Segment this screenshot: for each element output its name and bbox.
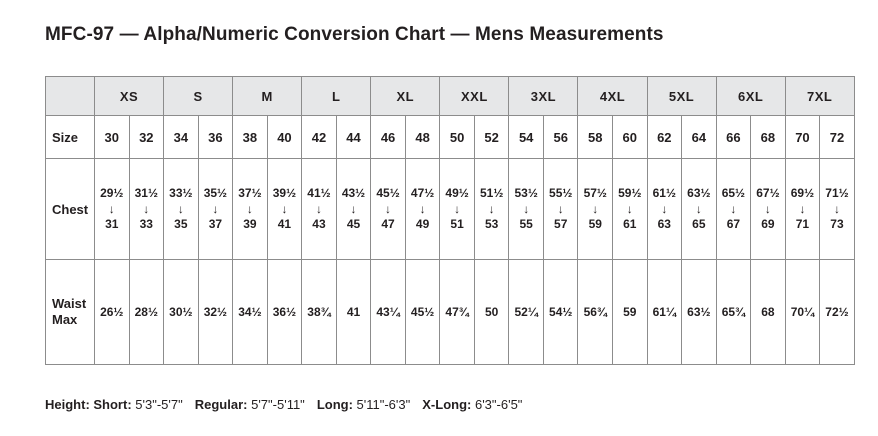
alpha-size-cell: XL [371,77,440,116]
chest-range [371,185,405,233]
chest-to-value: 69 [761,217,775,231]
numeric-size-cell: 62 [647,116,682,159]
chest-to-value: 39 [243,217,257,231]
alpha-size-cell: 6XL [716,77,785,116]
chart-title: MFC-97 — Alpha/Numeric Conversion Chart — Mens Measurements [45,24,664,45]
chest-to-value: 71 [795,217,810,231]
waist-max-cell: 26½ [95,260,130,365]
arrow-down-icon: ↓ [350,202,357,216]
chest-to-value: 63 [657,217,671,231]
chest-to-value: 53 [484,217,499,231]
arrow-down-icon: ↓ [281,202,288,216]
chest-range [509,185,543,233]
chest-range-cell [578,159,613,260]
arrow-down-icon: ↓ [764,202,771,216]
chest-from-value: 55½ [549,186,573,200]
waist-max-cell: 63½ [682,260,717,365]
chest-range-cell [613,159,648,260]
arrow-down-icon: ↓ [661,202,668,216]
arrow-down-icon: ↓ [626,202,633,216]
numeric-size-cell: 52 [474,116,509,159]
numeric-size-cell: 58 [578,116,613,159]
arrow-down-icon: ↓ [246,202,253,216]
chest-range-cell [233,159,268,260]
waist-label-text: Waist Max [52,296,87,327]
height-legend [45,397,534,412]
chest-to-value: 67 [726,217,741,231]
chest-range [648,185,682,233]
chest-range [302,185,336,233]
waist-max-cell: 38¾ [302,260,337,365]
numeric-size-cell: 30 [95,116,130,159]
chest-from-value: 47½ [410,186,435,200]
chest-range [475,185,509,233]
waist-row [46,260,855,365]
chest-range [130,185,164,233]
arrow-down-icon: ↓ [730,202,737,216]
chest-from-value: 31½ [134,186,158,200]
waist-max-cell: 52¼ [509,260,544,365]
chest-range-cell [336,159,371,260]
numeric-size-cell: 64 [682,116,717,159]
numeric-size-cell: 42 [302,116,337,159]
arrow-down-icon: ↓ [385,202,392,216]
chest-from-value: 45½ [376,186,400,200]
chest-to-value: 57 [554,217,568,231]
numeric-size-cell: 48 [405,116,440,159]
height-category-label: Height: Short: [45,397,132,412]
chest-range [717,185,751,233]
chest-to-value: 33 [139,217,153,231]
waist-max-cell: 47¾ [440,260,475,365]
waist-max-cell: 50 [474,260,509,365]
chest-range-cell [198,159,233,260]
arrow-down-icon: ↓ [143,202,150,216]
alpha-size-cell: L [302,77,371,116]
waist-max-cell: 59 [613,260,648,365]
arrow-down-icon: ↓ [315,202,322,216]
numeric-size-cell: 66 [716,116,751,159]
numeric-size-cell: 60 [613,116,648,159]
chest-to-value: 31 [105,217,119,231]
chest-range-cell [751,159,786,260]
numeric-size-row [46,116,855,159]
numeric-size-cell: 68 [751,116,786,159]
alpha-size-header-row [46,77,855,116]
height-range-value: 5'3"-5'7" [135,397,183,412]
chest-from-value: 53½ [514,186,538,200]
arrow-down-icon: ↓ [799,202,806,216]
waist-max-cell: 34½ [233,260,268,365]
chest-from-value: 65½ [721,186,746,200]
chest-range [406,185,440,233]
chest-from-value: 63½ [687,186,711,200]
chest-to-value: 49 [415,217,430,231]
alpha-size-cell: XXL [440,77,509,116]
numeric-size-cell: 32 [129,116,164,159]
chest-range [199,185,233,233]
alpha-size-cell: S [164,77,233,116]
chest-from-value: 69½ [790,186,815,200]
numeric-size-cell: 36 [198,116,233,159]
chest-range-cell [129,159,164,260]
chest-from-value: 57½ [583,186,607,200]
chest-to-value: 45 [346,217,361,231]
chest-range [440,185,474,233]
waist-max-cell: 72½ [820,260,855,365]
numeric-size-cell: 72 [820,116,855,159]
chest-range-cell [405,159,440,260]
numeric-size-cell: 40 [267,116,302,159]
chest-to-value: 43 [312,217,326,231]
chest-range [682,185,716,233]
chest-from-value: 35½ [203,186,228,200]
chest-to-value: 73 [830,217,844,231]
chest-from-value: 33½ [169,186,193,200]
waist-max-cell: 32½ [198,260,233,365]
height-range-value: 5'7"-5'11" [251,397,305,412]
alpha-size-cell: 7XL [785,77,854,116]
arrow-down-icon: ↓ [523,202,530,216]
chest-range [164,185,198,233]
waist-max-cell: 68 [751,260,786,365]
alpha-size-cell: 3XL [509,77,578,116]
chest-range [268,185,302,233]
height-range-value: 5'11"-6'3" [356,397,411,412]
chest-row-label: Chest [46,159,95,260]
numeric-size-cell: 56 [543,116,578,159]
chest-to-value: 41 [277,217,292,231]
numeric-size-cell: 38 [233,116,268,159]
arrow-down-icon: ↓ [557,202,564,216]
chest-to-value: 37 [208,217,223,231]
waist-max-cell: 70¼ [785,260,820,365]
chest-from-value: 29½ [100,186,124,200]
chest-range [820,185,854,233]
chest-to-value: 51 [450,217,464,231]
chest-range [786,185,820,233]
chest-range [613,185,647,233]
chest-from-value: 71½ [825,186,849,200]
chest-from-value: 39½ [272,186,297,200]
arrow-down-icon: ↓ [833,202,840,216]
waist-row-label [46,260,95,365]
waist-max-cell: 28½ [129,260,164,365]
chest-to-value: 35 [174,217,188,231]
chest-range-cell [716,159,751,260]
arrow-down-icon: ↓ [488,202,495,216]
chest-row [46,159,855,260]
numeric-size-cell: 54 [509,116,544,159]
waist-max-cell: 61¼ [647,260,682,365]
chest-range-cell [440,159,475,260]
arrow-down-icon: ↓ [695,202,702,216]
chest-range [544,185,578,233]
chest-range-cell [647,159,682,260]
arrow-down-icon: ↓ [108,202,115,216]
chest-from-value: 67½ [756,186,780,200]
arrow-down-icon: ↓ [592,202,599,216]
chest-range-cell [474,159,509,260]
chest-to-value: 61 [623,217,637,231]
waist-max-cell: 43¼ [371,260,406,365]
alpha-size-cell: XS [95,77,164,116]
waist-max-cell: 41 [336,260,371,365]
chest-from-value: 51½ [479,186,504,200]
chest-from-value: 59½ [618,186,642,200]
header-corner-cell [46,77,95,116]
chest-from-value: 41½ [307,186,331,200]
alpha-size-cell: 4XL [578,77,647,116]
arrow-down-icon: ↓ [419,202,426,216]
waist-max-cell: 56¾ [578,260,613,365]
numeric-size-cell: 70 [785,116,820,159]
chest-range [95,185,129,233]
height-category-label: X-Long: [422,397,472,412]
chest-range-cell [682,159,717,260]
chest-range-cell [820,159,855,260]
chest-range [233,185,267,233]
chest-from-value: 37½ [238,186,262,200]
arrow-down-icon: ↓ [177,202,184,216]
chest-from-value: 49½ [445,186,469,200]
size-row-label: Size [46,116,95,159]
chest-range-cell [164,159,199,260]
chest-to-value: 65 [692,217,706,231]
chest-range-cell [509,159,544,260]
numeric-size-cell: 46 [371,116,406,159]
alpha-size-cell: 5XL [647,77,716,116]
numeric-size-cell: 50 [440,116,475,159]
chest-range [578,185,612,233]
alpha-size-cell: M [233,77,302,116]
chest-range-cell [302,159,337,260]
arrow-down-icon: ↓ [454,202,461,216]
height-category-label: Long: [316,397,353,412]
numeric-size-cell: 44 [336,116,371,159]
height-range-value: 6'3"-6'5" [474,397,523,412]
chest-range-cell [785,159,820,260]
chest-range-cell [371,159,406,260]
waist-max-cell: 54½ [543,260,578,365]
numeric-size-cell: 34 [164,116,199,159]
chest-from-value: 43½ [341,186,366,200]
chest-range-cell [543,159,578,260]
chest-from-value: 61½ [652,186,676,200]
chest-range [337,185,371,233]
waist-max-cell: 36½ [267,260,302,365]
chest-to-value: 59 [588,217,602,231]
chest-to-value: 47 [381,217,395,231]
chest-range [751,185,785,233]
waist-max-cell: 45½ [405,260,440,365]
chest-to-value: 55 [519,217,533,231]
waist-max-cell: 65¾ [716,260,751,365]
waist-max-cell: 30½ [164,260,199,365]
conversion-table [45,76,855,365]
height-category-label: Regular: [194,397,248,412]
chest-range-cell [95,159,130,260]
chest-range-cell [267,159,302,260]
arrow-down-icon: ↓ [212,202,219,216]
